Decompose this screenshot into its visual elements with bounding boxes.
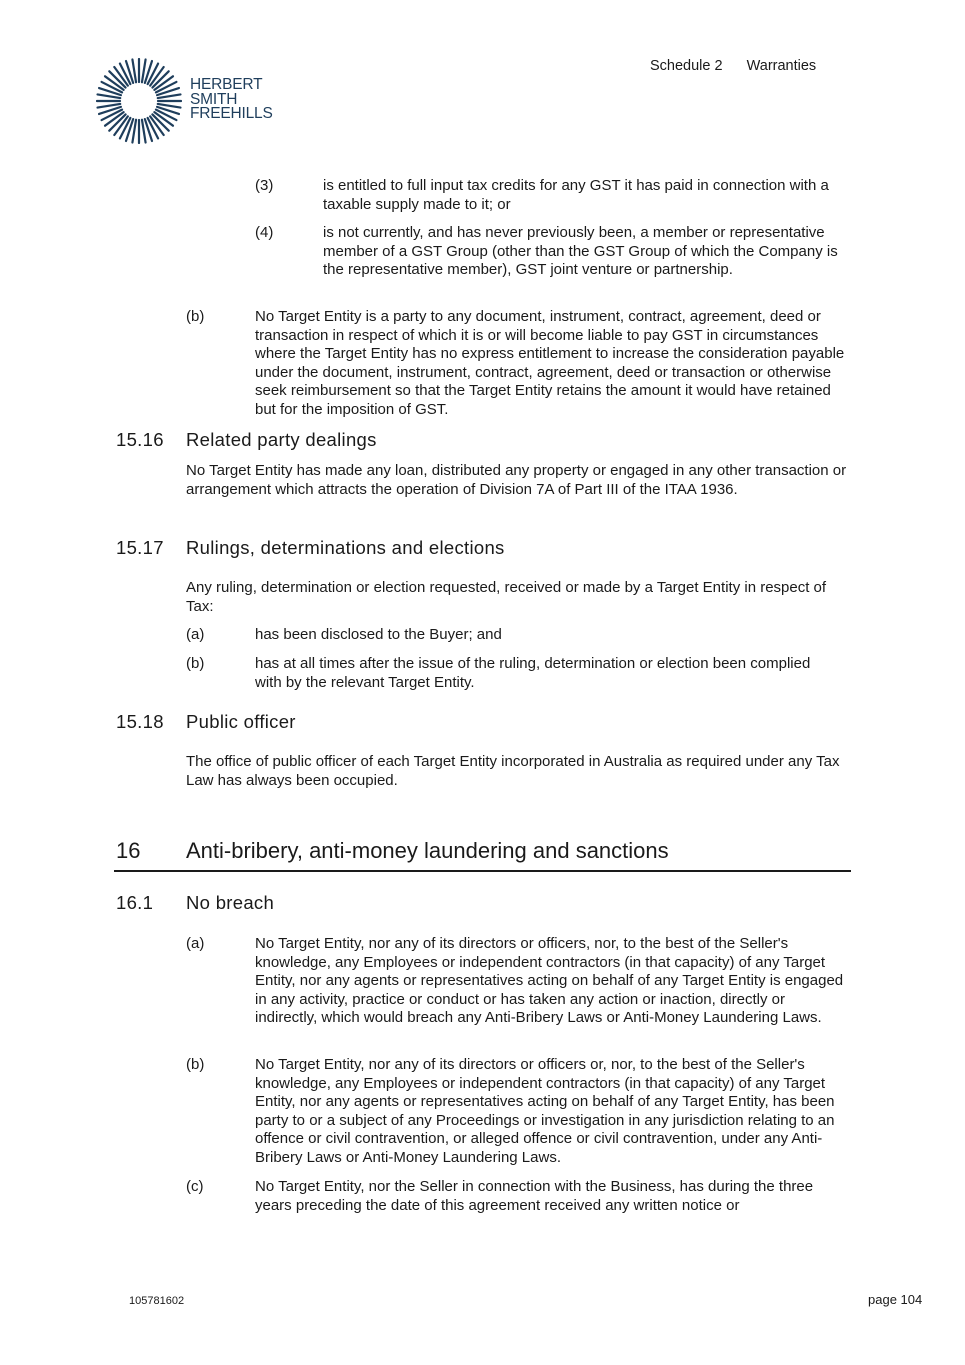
list-item-text: No Target Entity, nor any of its directors or officers or, nor, to the best of the Seller's knowledge, any Employees or independent contractors (in that capacity) of any Target Entity, nor any agents or representatives acting on behalf of any Target Entity, has been party to or a subject of any Proceedings or investigation in any jurisdiction relating to an offence or civil contravention, or alleged offence or civil contravention, under any Anti-Bribery Laws or Anti-Money Laundering Laws.: [255, 1056, 835, 1166]
paragraph: No Target Entity has made any loan, distributed any property or engaged in any other transaction or arrangement which attracts the operation of Division 7A of Part III of the ITAA 1936.: [186, 462, 847, 498]
logo-line-2: SMITH: [190, 90, 238, 108]
chapter-heading: Anti-bribery, anti-money laundering and sanctions: [186, 838, 669, 863]
document-id: 105781602: [129, 1295, 185, 1307]
section-number: 16.1: [116, 892, 154, 913]
list-label: (b): [186, 1056, 205, 1073]
list-label: (a): [186, 935, 205, 952]
logo: [96, 58, 276, 144]
list-label: (c): [186, 1178, 204, 1195]
list-item-text: has at all times after the issue of the ruling, determination or election been complied with by the relevant Target Entity.: [255, 655, 811, 691]
list-item-text: is not currently, and has never previously been, a member or representative member of a GST Group (other than the GST Group of which the Company is the representative member), GST joint venture or partnership.: [323, 224, 838, 279]
paragraph: Any ruling, determination or election requested, received or made by a Target Entity in respect of Tax:: [186, 579, 827, 615]
section-number: 15.16: [116, 429, 164, 450]
paragraph: The office of public officer of each Target Entity incorporated in Australia as required under any Tax Law has always been occupied.: [186, 753, 840, 789]
section-heading: No breach: [186, 892, 275, 913]
list-item-text: has been disclosed to the Buyer; and: [255, 626, 502, 643]
section-label: Warranties: [746, 58, 817, 74]
list-item-text: No Target Entity, nor the Seller in connection with the Business, has during the three years preceding the date of this agreement received any written notice or: [255, 1178, 814, 1214]
chapter-number: 16: [116, 838, 141, 863]
logo-ray: [98, 104, 121, 108]
list-label: (a): [186, 626, 205, 643]
logo-ray: [132, 60, 136, 83]
starburst-logo-icon: [96, 58, 182, 144]
logo-ray: [142, 60, 146, 83]
logo-ray: [98, 94, 121, 98]
section-heading: Public officer: [186, 711, 296, 732]
list-item-text: is entitled to full input tax credits for any GST it has paid in connection with a taxable supply made to it; or: [323, 177, 829, 213]
section-heading: Rulings, determinations and elections: [186, 537, 505, 558]
list-label: (b): [186, 655, 205, 672]
page-number: page 104: [868, 1292, 923, 1307]
section-heading: Related party dealings: [186, 429, 377, 450]
schedule-label: Schedule 2: [650, 58, 723, 74]
logo-line-1: HERBERT: [190, 76, 263, 93]
section-number: 15.18: [116, 711, 164, 732]
list-label: (4): [255, 224, 274, 241]
list-item-text: No Target Entity, nor any of its directors or officers, nor, to the best of the Seller's knowledge, any Employees or independent contractors (in that capacity) of any Target Entity, nor any agents or representatives acting on behalf of any Target Entity is engaged in any activity, practice or conduct or has taken any action or inaction, directly or indirectly, which would breach any Anti-Bribery Laws or Anti-Money Laundering Laws.: [255, 935, 844, 1027]
logo-ray: [158, 94, 181, 98]
logo-line-3: FREEHILLS: [190, 105, 273, 122]
logo-ray: [142, 120, 146, 143]
list-label: (b): [186, 308, 205, 325]
heading-rule: [114, 870, 851, 872]
running-header: [650, 58, 816, 74]
logo-ray: [132, 120, 136, 143]
list-item-text: No Target Entity is a party to any document, instrument, contract, agreement, deed or transaction in respect of which it is or will become liable to pay GST in circumstances where the Target Entity has no express entitlement to increase the consideration payable under the document, instrument, contract, agreement, deed or transaction or otherwise seek reimbursement so that the Target Entity retains the amount it would have retained but for the imposition of GST.: [255, 308, 845, 418]
section-number: 15.17: [116, 537, 164, 558]
logo-ray: [158, 104, 181, 108]
list-label: (3): [255, 177, 274, 194]
